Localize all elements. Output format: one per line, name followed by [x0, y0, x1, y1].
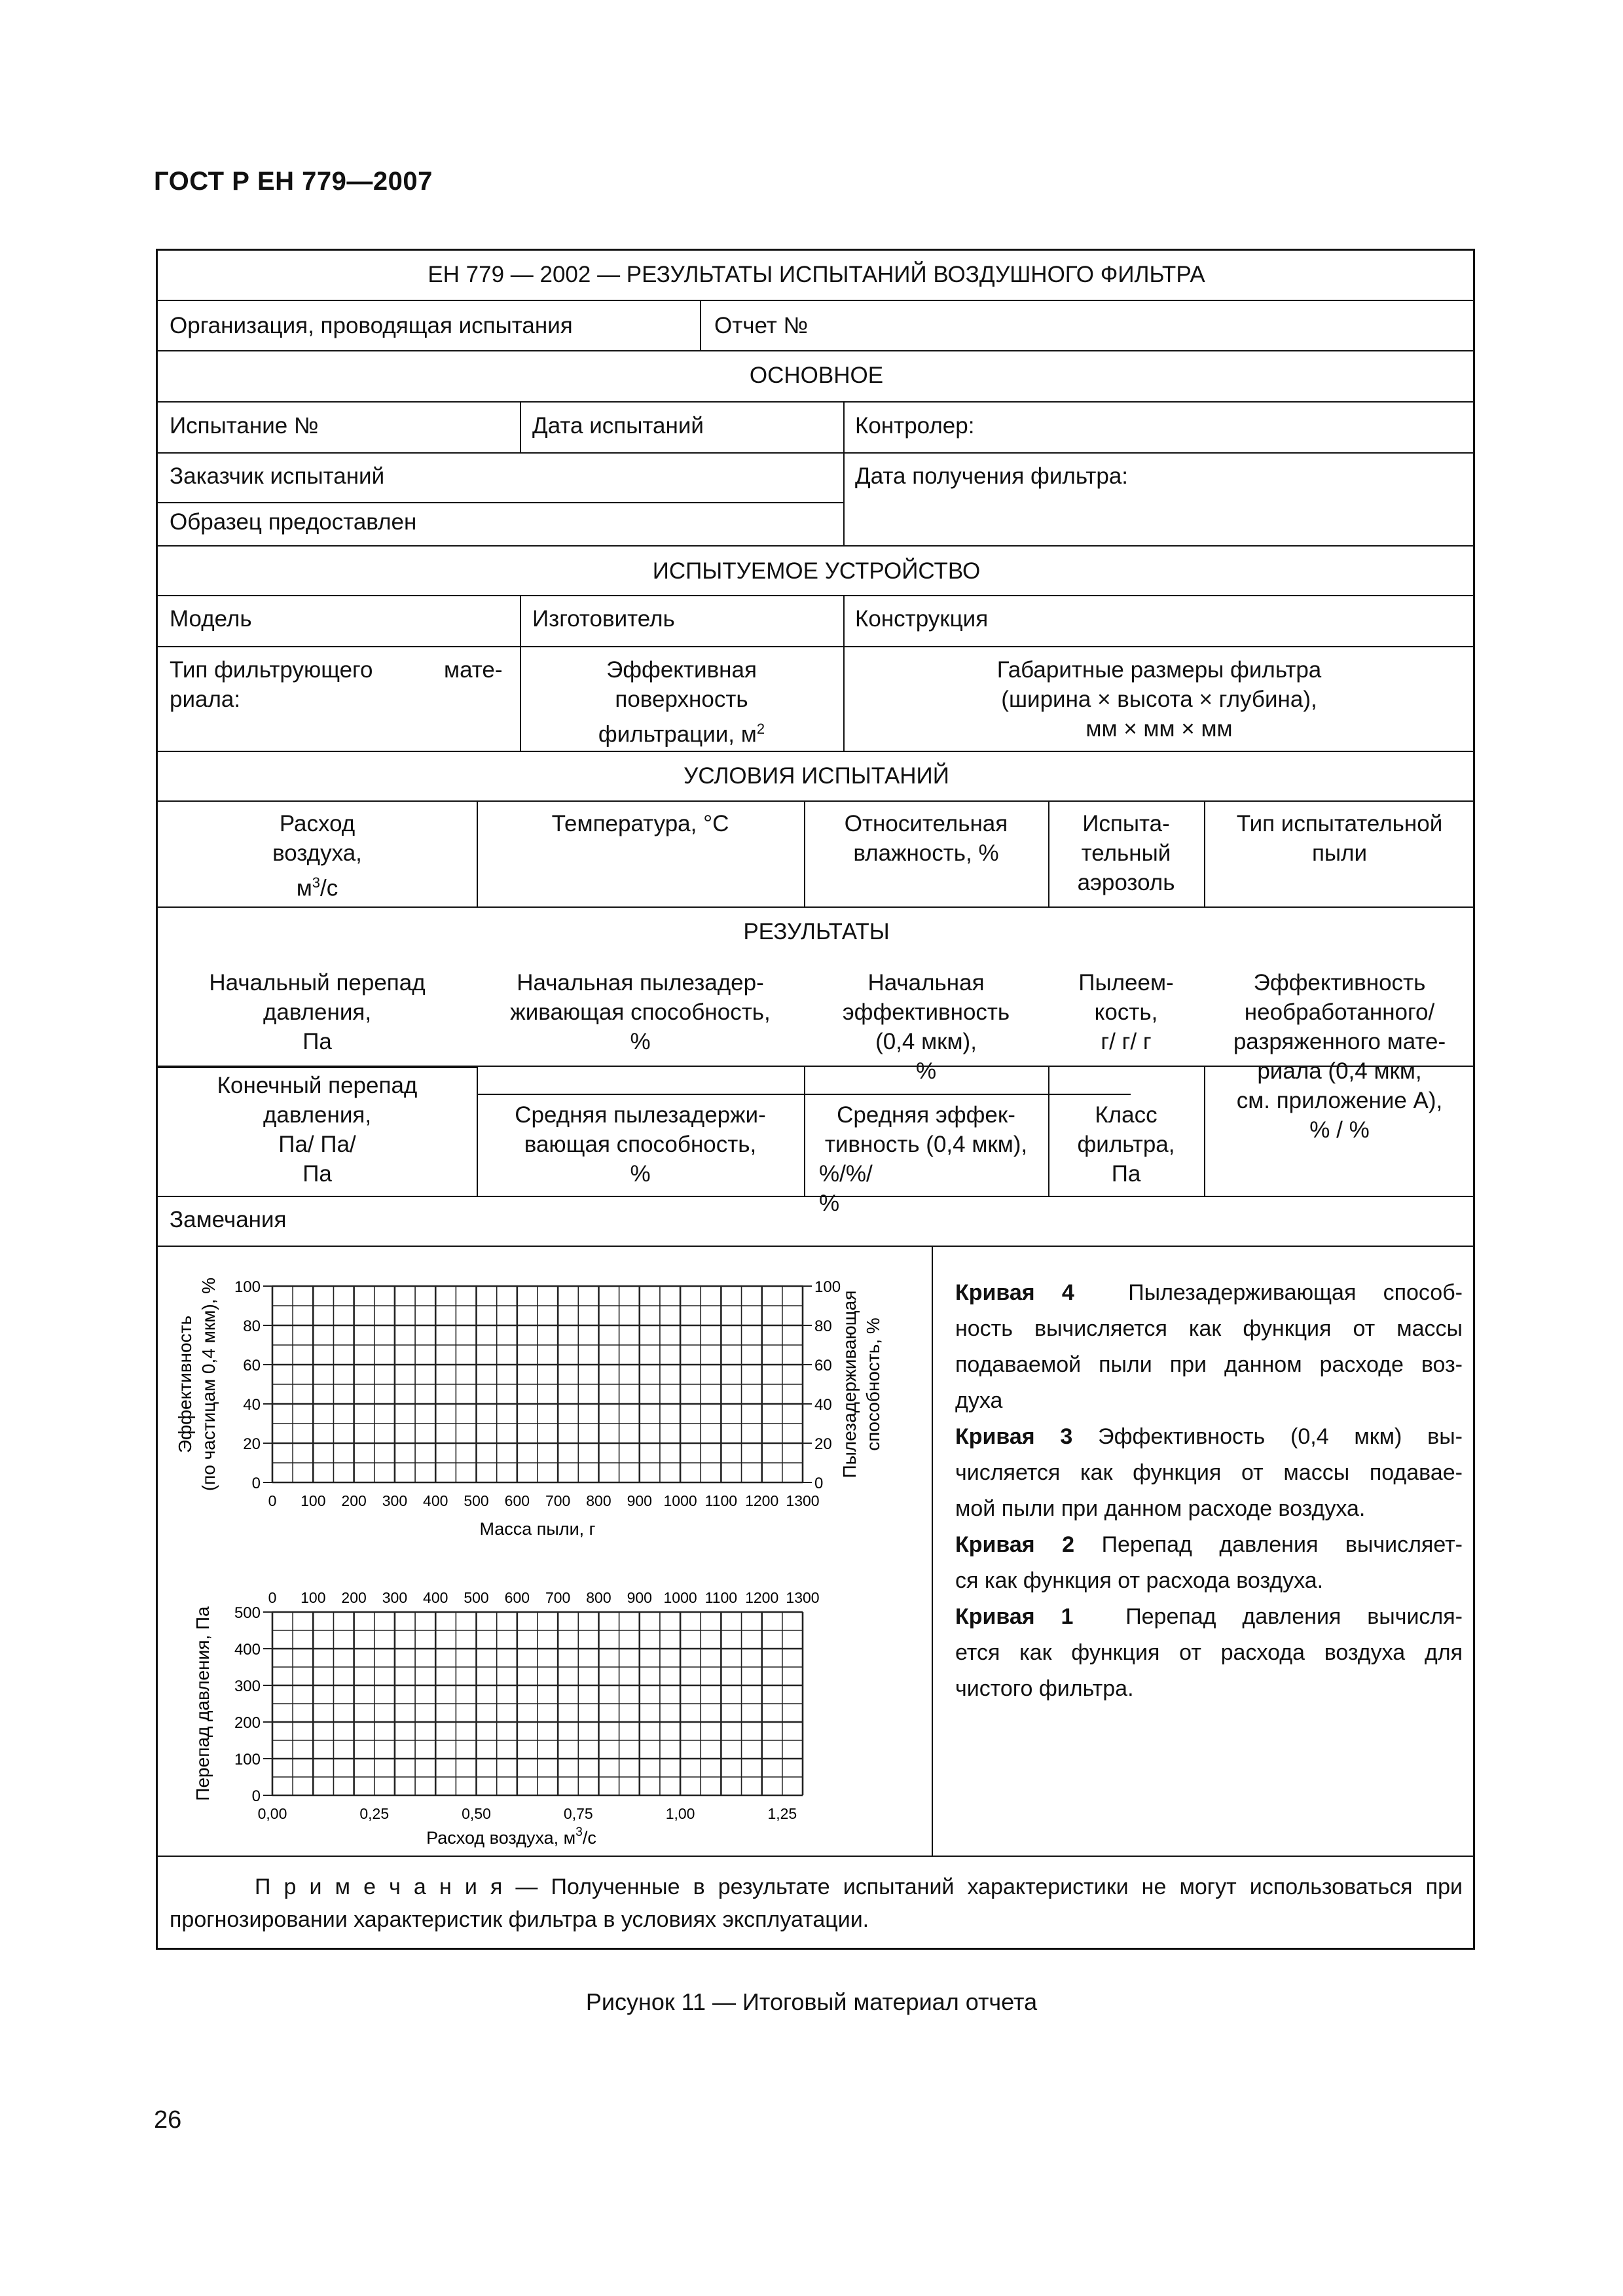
y-tick-label: 20 [243, 1435, 261, 1453]
filter-class-3: Па [1111, 1161, 1141, 1187]
x2-tick-label: 300 [382, 1589, 408, 1606]
x2-tick-label: 100 [301, 1589, 326, 1606]
x2-tick-label: 0 [268, 1589, 277, 1606]
humidity-1: Относительная [844, 811, 1008, 836]
y-axis-label [175, 1278, 219, 1491]
y-tick-label: 400 [234, 1641, 261, 1659]
y-axis-label-line1: Эффективность [175, 1315, 195, 1454]
x-tick-label: 0,00 [257, 1805, 287, 1822]
humidity-2: влажность, % [853, 840, 999, 866]
filter-received-label: Дата получения фильтра: [855, 463, 1129, 489]
x-axis-label: Расход воздуха, $м^3/с$ [426, 1825, 596, 1848]
eff-surface-3: фильтрации, $м^2$ [598, 721, 765, 747]
construction-label: Конструкция [855, 606, 989, 632]
y-tick-label: 60 [243, 1357, 261, 1374]
section-device: ИСПЫТУЕМОЕ УСТРОЙСТВО [652, 558, 981, 584]
x2-tick-label: 200 [341, 1589, 367, 1606]
init-eff-2: эффективность [842, 999, 1010, 1025]
y-tick-label: 300 [234, 1677, 261, 1695]
filter-class-2: фильтра, [1077, 1132, 1175, 1157]
section-conditions: УСЛОВИЯ ИСПЫТАНИЙ [684, 763, 949, 789]
untreated-eff-3: разряженного мате- [1233, 1029, 1446, 1054]
curve-4-description: Кривая 4 Пылезадерживающая способ- ность вычисляется как функция от массы подаваемой пыли при данном расходе воз- духа [955, 1280, 1463, 1413]
airflow-2: воздуха, [272, 840, 362, 866]
figure-caption: Рисунок 11 — Итоговый материал отчета [585, 1988, 1038, 2015]
x-tick-label: 0,25 [359, 1805, 390, 1822]
x-tick-label: 1000 [663, 1492, 697, 1509]
x-axis-label-tail: /с [582, 1828, 596, 1848]
dims-2: (ширина × высота × глубина), [1001, 687, 1317, 712]
curve-1-description: Кривая 1 Перепад давления вычисля- ется как функция от расхода воздуха для чистого фильтра. [955, 1604, 1463, 1701]
form-title: ЕН 779 — 2002 — РЕЗУЛЬТАТЫ ИСПЫТАНИЙ ВОЗДУШНОГО ФИЛЬТРА [428, 262, 1205, 287]
init-dp-2: давления, [263, 999, 372, 1025]
init-dp-3: Па [302, 1029, 332, 1054]
aerosol-2: тельный [1081, 840, 1171, 866]
x-tick-label: 400 [423, 1492, 448, 1509]
note: П р и м е ч а н и я — Полученные в результате испытаний характеристики не могут использоваться при прогнозировании характеристик фильтра в условиях эксплуатации. [170, 1874, 1463, 1932]
y-tick-label: 0 [251, 1787, 261, 1805]
y-tick-label: 100 [234, 1751, 261, 1768]
y2-tick-label: 60 [814, 1357, 832, 1374]
x-tick-label: 700 [545, 1492, 571, 1509]
untreated-eff-2: необработанного/ [1244, 999, 1435, 1025]
y-tick-label: 40 [243, 1396, 261, 1414]
dims-1: Габаритные размеры фильтра [996, 657, 1322, 683]
avg-arrestance-1: Средняя пылезадержи- [515, 1102, 766, 1128]
x2-tick-label: 400 [423, 1589, 448, 1606]
avg-eff-3: %/%/ [819, 1161, 873, 1187]
x-tick-label: 300 [382, 1492, 408, 1509]
org-label: Организация, проводящая испытания [170, 313, 573, 338]
x-axis-label-sup: 3 [575, 1825, 583, 1839]
sample-provided-label: Образец предоставлен [170, 509, 417, 535]
report-no-label: Отчет № [714, 313, 809, 338]
untreated-eff-5: см. приложение А), [1236, 1088, 1443, 1113]
x-tick-label: 500 [464, 1492, 489, 1509]
avg-arrestance-3: % [630, 1161, 651, 1187]
eff-surface-1: Эффективная [606, 657, 757, 683]
final-dp-1: Конечный перепад [217, 1073, 418, 1098]
controller-label: Контролер: [855, 413, 975, 439]
init-eff-1: Начальная [867, 970, 985, 996]
x2-tick-label: 800 [586, 1589, 611, 1606]
report-form [156, 249, 1475, 1950]
temperature-label: Температура, °С [551, 811, 729, 836]
y2-tick-label: 100 [814, 1278, 841, 1296]
y-axis-label-text: Перепад давления, Па [192, 1606, 213, 1801]
media-type-label-1: Тип фильтрующего [170, 657, 373, 683]
init-dp-1: Начальный перепад [209, 970, 426, 996]
avg-arrestance-2: вающая способность, [524, 1132, 757, 1157]
y2-axis-label-line1: Пылезадерживающая [839, 1290, 860, 1479]
page-number: 26 [154, 2106, 182, 2134]
x2-tick-label: 1000 [663, 1589, 697, 1606]
y2-axis-label [839, 1291, 883, 1479]
y-tick-label: 0 [251, 1475, 261, 1492]
untreated-eff-6: % / % [1309, 1117, 1370, 1143]
charts [158, 1246, 930, 1854]
x-tick-label: 200 [341, 1492, 367, 1509]
aerosol-3: аэрозоль [1077, 870, 1175, 895]
section-general: ОСНОВНОЕ [749, 363, 884, 388]
y2-tick-label: 80 [814, 1318, 832, 1335]
media-type-label-2: риала: [170, 687, 241, 712]
avg-eff-1: Средняя эффек- [837, 1102, 1015, 1128]
x-tick-label: 1,25 [767, 1805, 797, 1822]
x-tick-label: 800 [586, 1492, 611, 1509]
test-date-label: Дата испытаний [532, 413, 704, 439]
x2-tick-label: 900 [627, 1589, 652, 1606]
x-tick-label: 1100 [704, 1492, 738, 1509]
y2-tick-label: 40 [814, 1396, 832, 1414]
avg-eff-2: тивность (0,4 мкм), [824, 1132, 1028, 1157]
init-arrestance-1: Начальная пылезадер- [517, 970, 764, 996]
remarks-label: Замечания [170, 1207, 287, 1232]
x2-tick-label: 600 [504, 1589, 530, 1606]
document-code: ГОСТ Р ЕН 779—2007 [154, 167, 433, 196]
curve-3-description: Кривая 3 Эффективность (0,4 мкм) вы- числяется как функция от массы подавае- мой пыли при данном расходе воздуха. [955, 1424, 1463, 1521]
x2-tick-label: 1200 [745, 1589, 779, 1606]
customer-label: Заказчик испытаний [170, 463, 385, 489]
filter-class-1: Класс [1095, 1102, 1158, 1128]
y-tick-label: 500 [234, 1604, 261, 1622]
eff-surface-2: поверхность [615, 687, 748, 712]
airflow-3: $м^3/с$ [296, 874, 338, 901]
final-dp-3: Па/ Па/ [278, 1132, 356, 1157]
y2-axis-label-line2: способность, % [863, 1318, 883, 1451]
init-arrestance-3: % [630, 1029, 651, 1054]
efficiency-arrestance-chart [175, 1278, 883, 1539]
curve-2-description: Кривая 2 Перепад давления вычисляет- ся как функция от расхода воздуха. [955, 1532, 1463, 1593]
x-tick-label: 0,75 [563, 1805, 593, 1822]
dust-capacity-1: Пылеем- [1078, 970, 1174, 996]
final-dp-2: давления, [263, 1102, 372, 1128]
x-tick-label: 1300 [786, 1492, 820, 1509]
y-axis-label [192, 1606, 213, 1801]
y-axis-label-line2: (по частицам 0,4 мкм), % [198, 1277, 219, 1492]
y-tick-label: 100 [234, 1278, 261, 1296]
x2-tick-label: 1100 [704, 1589, 738, 1606]
test-no-label: Испытание № [170, 413, 319, 439]
airflow-1: Расход [279, 811, 356, 836]
init-eff-4: % [915, 1058, 937, 1084]
x2-tick-label: 700 [545, 1589, 571, 1606]
x-axis-label: Масса пыли, г [479, 1519, 596, 1539]
y2-tick-label: 0 [814, 1475, 824, 1492]
x-tick-label: 1200 [745, 1492, 779, 1509]
avg-eff-4: % [819, 1191, 840, 1216]
aerosol-1: Испыта- [1082, 811, 1170, 836]
y-tick-label: 200 [234, 1714, 261, 1732]
x-tick-label: 1,00 [665, 1805, 695, 1822]
init-arrestance-2: живающая способность, [510, 999, 771, 1025]
dust-capacity-2: кость, [1094, 999, 1158, 1025]
dims-3: мм × мм × мм [1085, 716, 1233, 742]
x2-tick-label: 1300 [786, 1589, 820, 1606]
x2-tick-label: 500 [464, 1589, 489, 1606]
dust-type-1: Тип испытательной [1236, 811, 1443, 836]
y2-tick-label: 20 [814, 1435, 832, 1453]
manufacturer-label: Изготовитель [532, 606, 675, 632]
dust-capacity-3: г/ г/ г [1101, 1029, 1152, 1054]
x-tick-label: 0 [268, 1492, 277, 1509]
init-eff-3: (0,4 мкм), [875, 1029, 977, 1054]
model-label: Модель [170, 606, 252, 632]
untreated-eff-4: риала (0,4 мкм, [1257, 1058, 1422, 1084]
final-dp-4: Па [302, 1161, 332, 1187]
section-results: РЕЗУЛЬТАТЫ [743, 919, 890, 944]
x-tick-label: 100 [301, 1492, 326, 1509]
y-tick-label: 80 [243, 1318, 261, 1335]
x-tick-label: 900 [627, 1492, 652, 1509]
x-tick-label: 600 [504, 1492, 530, 1509]
x-tick-label: 0,50 [462, 1805, 491, 1822]
media-type-label-1b: мате- [444, 657, 503, 683]
untreated-eff-1: Эффективность [1253, 970, 1426, 996]
dust-type-2: пыли [1311, 840, 1368, 866]
pressure-drop-chart [192, 1589, 820, 1848]
